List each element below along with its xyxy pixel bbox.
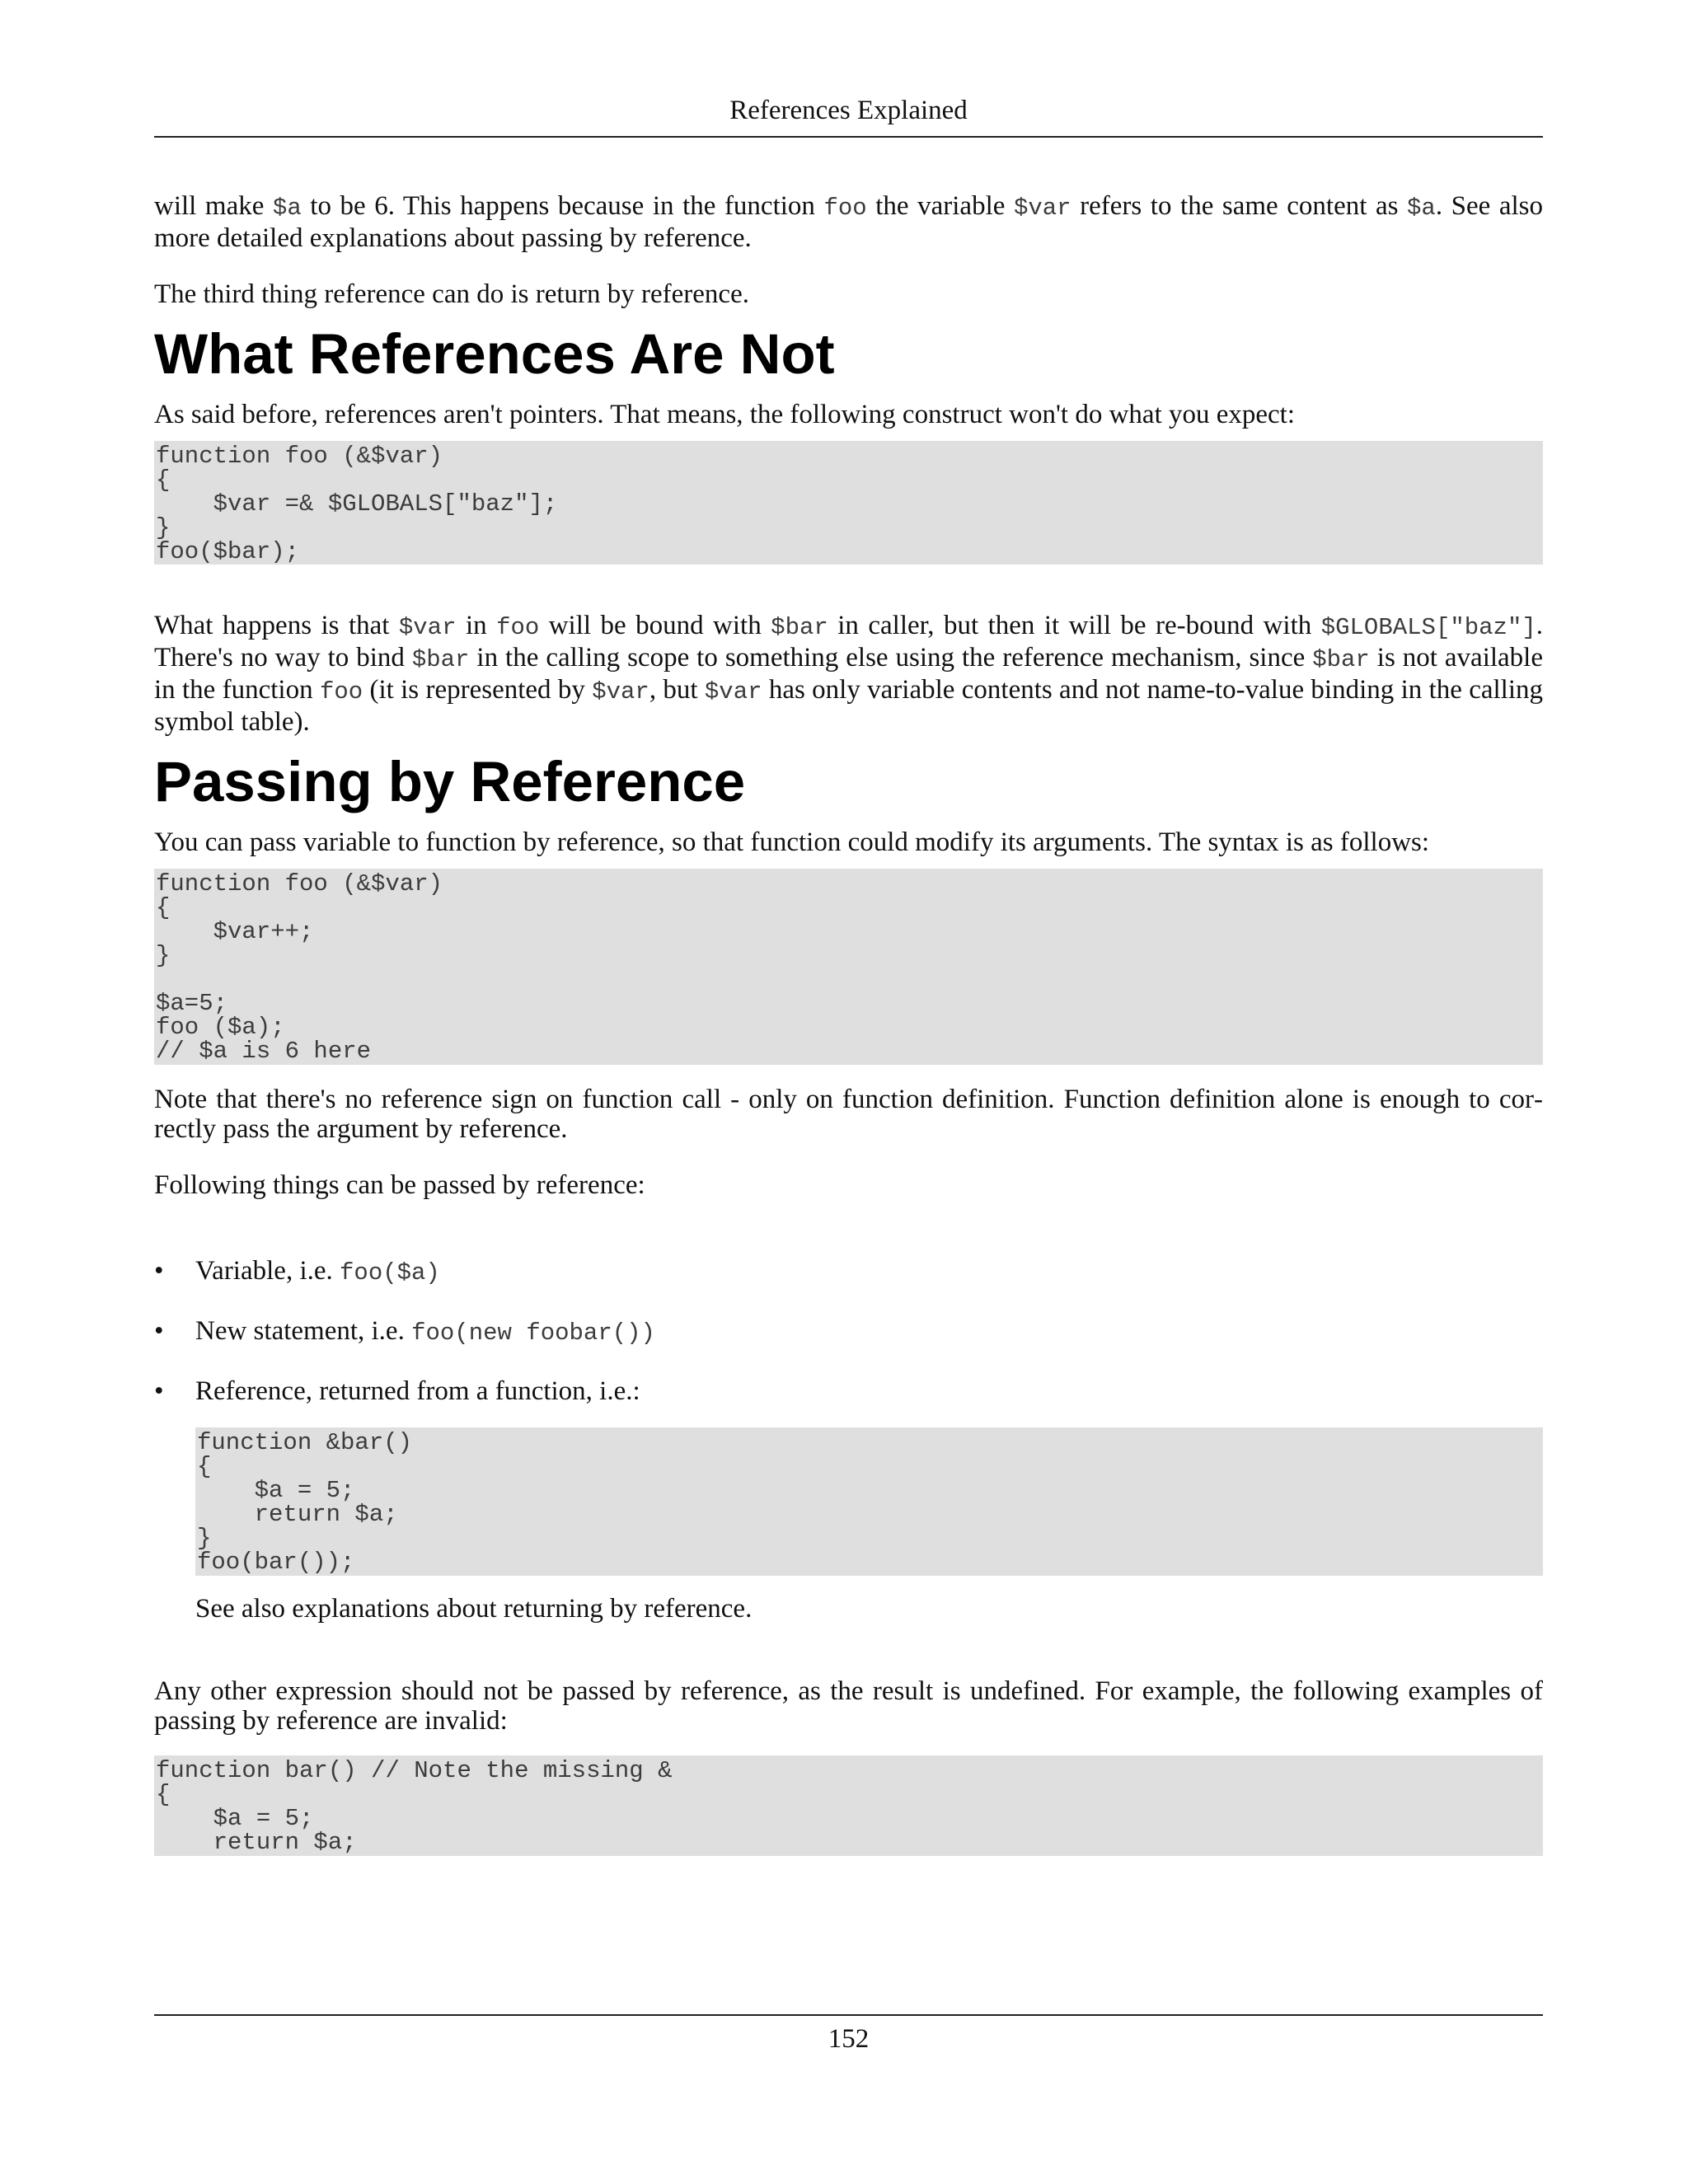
inline-code: $var — [704, 678, 762, 705]
inline-code: foo($a) — [340, 1259, 440, 1286]
page-number: 152 — [828, 2024, 870, 2054]
heading-passing-by-reference: Passing by Reference — [154, 750, 746, 813]
code-block-return-reference: function &bar() { $a = 5; return $a; } foo(bar()); — [195, 1427, 1543, 1576]
inline-code: $var — [592, 678, 649, 705]
list-item: • Variable, i.e. foo($a) — [154, 1256, 440, 1286]
reference-sign-note: Note that there's no reference sign on function call - only on function definition. Function definition alone is enough to correctly pass the argument by reference. — [154, 1085, 1543, 1144]
return-by-reference-paragraph: The third thing reference can do is return by reference. — [154, 279, 749, 309]
inline-code: $var — [1013, 194, 1071, 222]
running-header: References Explained — [729, 96, 968, 125]
following-things-paragraph: Following things can be passed by reference: — [154, 1170, 645, 1200]
passable-items-list — [154, 1256, 1543, 1624]
inline-code: $GLOBALS["baz"] — [1320, 614, 1536, 641]
inline-code: $bar — [1312, 646, 1370, 673]
inline-code: foo(new foobar()) — [411, 1319, 655, 1347]
see-also-paragraph: See also explanations about returning by reference. — [195, 1594, 753, 1624]
bullet-icon: • — [154, 1256, 164, 1286]
code-block-globals: function foo (&$var) { $var =& $GLOBALS["baz"]; } foo($bar); — [154, 441, 1543, 565]
footer-rule — [154, 2014, 1543, 2016]
code-block-increment: function foo (&$var) { $var++; } $a=5; foo ($a); // $a is 6 here — [154, 869, 1543, 1065]
list-item: • New statement, i.e. foo(new foobar()) — [154, 1316, 655, 1347]
pass-by-reference-intro: You can pass variable to function by reference, so that function could modify its arguments. The syntax is as follows: — [154, 827, 1430, 857]
inline-code: $bar — [771, 614, 828, 641]
bullet-icon: • — [154, 1316, 164, 1346]
invalid-examples-paragraph: Any other expression should not be passed by reference, as the result is undefined. For example, the following examples of passing by reference are invalid: — [154, 1676, 1543, 1736]
document-page — [154, 0, 1543, 2184]
inline-code: foo — [319, 678, 363, 705]
rebinding-paragraph: What happens is that $var in foo will be bound with $bar in caller, but then it will be re-bound with $GLOBALS["baz"]. There's no way to bind $bar in the calling scope to something else using the reference mechanism, since $bar is not available in the function foo (it is represented by $var, but $var has only variable contents and not name-to-value binding in the calling symbol table). — [154, 611, 1544, 737]
inline-code: $a — [1407, 194, 1436, 222]
inline-code: foo — [823, 194, 867, 222]
inline-code: foo — [496, 614, 540, 641]
list-item: • Reference, returned from a function, i.e.: function &bar() { $a = 5; return $a; } foo(bar()); See also explanations about returning by reference. — [154, 1376, 1543, 1624]
not-pointers-paragraph: As said before, references aren't pointers. That means, the following construct won't do what you expect: — [154, 400, 1296, 429]
inline-code: $bar — [411, 646, 470, 673]
bullet-icon: • — [154, 1376, 164, 1406]
page-content — [154, 191, 1543, 1856]
code-block-invalid: function bar() // Note the missing & { $a = 5; return $a; — [154, 1755, 1543, 1856]
inline-code: $var — [398, 614, 457, 641]
inline-code: $a — [272, 194, 302, 222]
heading-what-references-are-not: What References Are Not — [154, 322, 835, 386]
intro-paragraph: will make $a to be 6. This happens because in the function foo the variable $var refers to the same content as $a. See also more detailed explanations about passing by reference. — [154, 191, 1543, 253]
header-rule — [154, 136, 1543, 138]
